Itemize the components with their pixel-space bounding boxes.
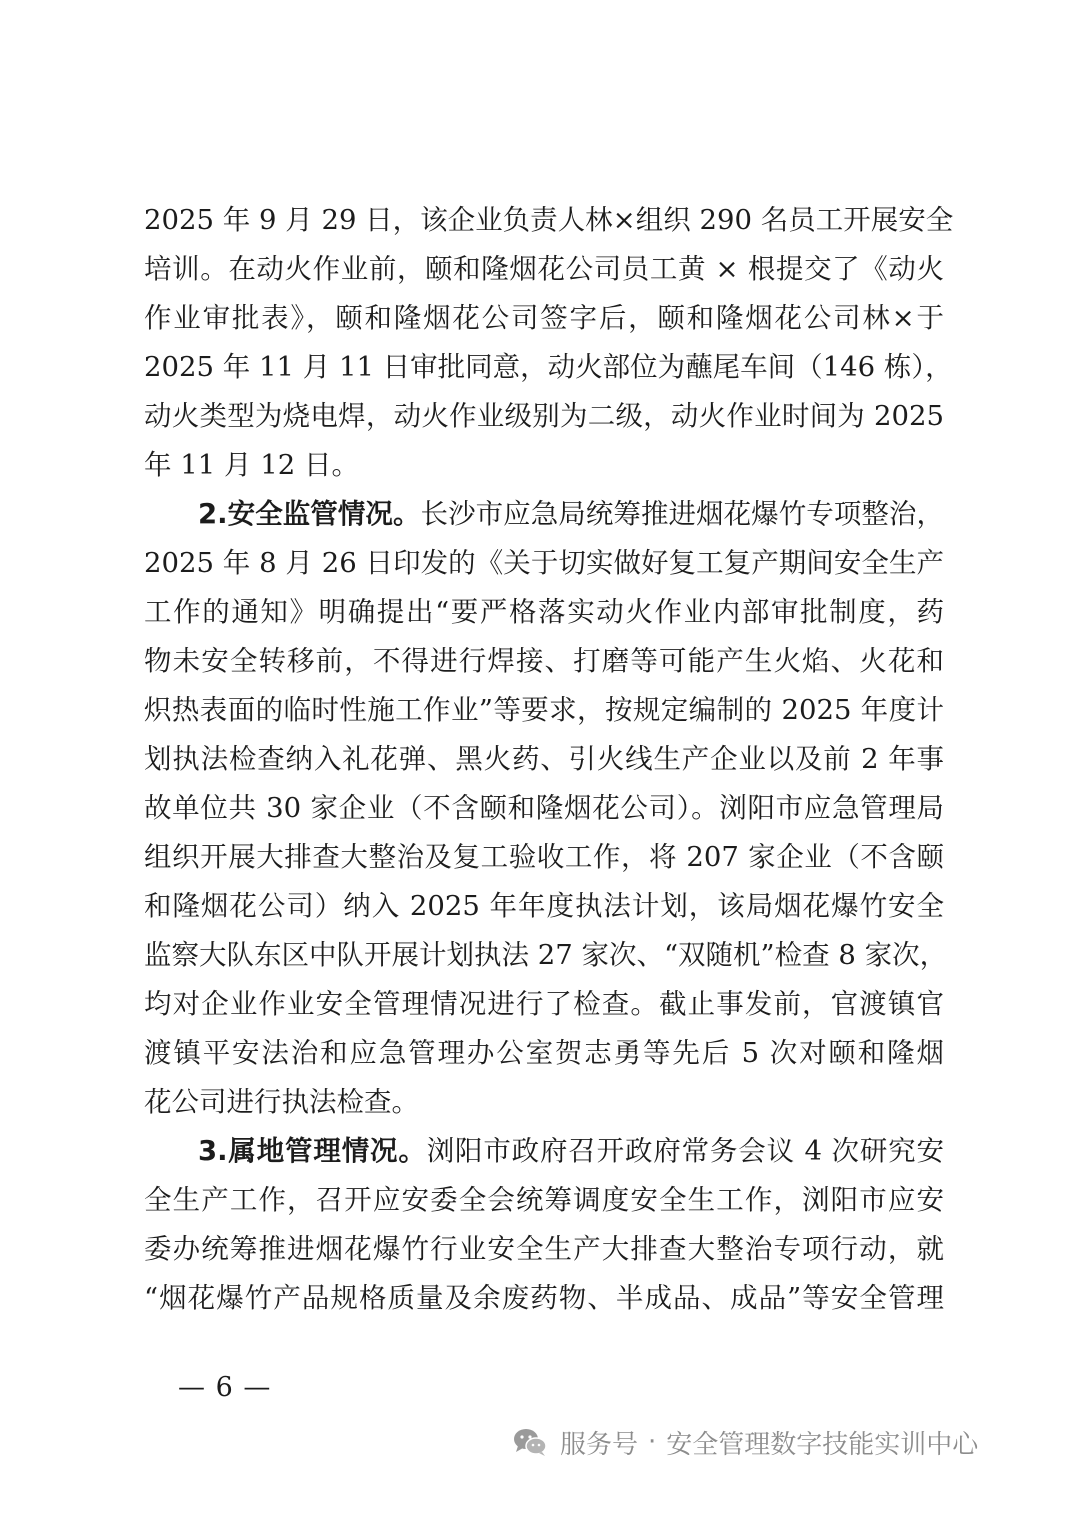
text-line: 故单位共 30 家企业（不含颐和隆烟花公司）。浏阳市应急管理局 — [144, 792, 944, 824]
text-line: 花公司进行执法检查。 — [144, 1086, 419, 1118]
text-line: “烟花爆竹产品规格质量及余废药物、半成品、成品”等安全管理 — [144, 1282, 944, 1314]
service-account-watermark — [512, 1422, 978, 1462]
text-line: 动火类型为烧电焊，动火作业级别为二级，动火作业时间为 2025 — [144, 400, 944, 432]
text-line: 组织开展大排查大整治及复工验收工作，将 207 家企业（不含颐 — [144, 841, 944, 873]
watermark-account-name: 安全管理数字技能实训中心 — [666, 1429, 979, 1460]
document-body — [144, 196, 954, 1323]
section-3-first-line — [144, 1127, 944, 1176]
text-line: 监察大队东区中队开展计划执法 27 家次、“双随机”检查 8 家次， — [144, 939, 948, 971]
wechat-icon — [512, 1427, 548, 1457]
section-2-heading: 2.安全监管情况。 — [198, 498, 421, 530]
text-line: 委办统筹推进烟花爆竹行业安全生产大排查大整治专项行动，就 — [144, 1233, 944, 1265]
section-3-heading: 3.属地管理情况。 — [198, 1135, 427, 1167]
text-line: 年 11 月 12 日。 — [144, 449, 359, 481]
text-line: 2025 年 8 月 26 日印发的《关于切实做好复工复产期间安全生产 — [144, 547, 944, 579]
watermark-separator: · — [648, 1427, 657, 1457]
text-line: 和隆烟花公司）纳入 2025 年年度执法计划，该局烟花爆竹安全 — [144, 890, 944, 922]
text-line: 划执法检查纳入礼花弹、黑火药、引火线生产企业以及前 2 年事 — [144, 743, 944, 775]
text-line: 工作的通知》明确提出“要严格落实动火作业内部审批制度，药 — [144, 596, 944, 628]
section-3-first-line-text: 浏阳市政府召开政府常务会议 4 次研究安 — [426, 1135, 944, 1167]
section-2-first-line-text: 长沙市应急局统筹推进烟花爆竹专项整治， — [420, 498, 944, 530]
watermark-label: 服务号 — [560, 1429, 639, 1460]
text-line: 全生产工作，召开应安委全会统筹调度安全生工作，浏阳市应安 — [144, 1184, 944, 1216]
text-line: 均对企业作业安全管理情况进行了检查。截止事发前，官渡镇官 — [144, 988, 944, 1020]
text-line: 渡镇平安法治和应急管理办公室贺志勇等先后 5 次对颐和隆烟 — [144, 1037, 944, 1069]
text-line: 物未安全转移前，不得进行焊接、打磨等可能产生火焰、火花和 — [144, 645, 944, 677]
page-number: — 6 — — [178, 1372, 272, 1403]
section-2-first-line — [144, 490, 944, 539]
text-line: 2025 年 9 月 29 日，该企业负责人林×组织 290 名员工开展安全 — [144, 204, 954, 236]
text-line: 培训。在动火作业前，颐和隆烟花公司员工黄 × 根提交了《动火 — [144, 253, 944, 285]
text-line: 作业审批表》，颐和隆烟花公司签字后，颐和隆烟花公司林×于 — [144, 302, 944, 334]
text-line: 2025 年 11 月 11 日审批同意，动火部位为蘸尾车间（146 栋）， — [144, 351, 953, 383]
text-line: 炽热表面的临时性施工作业”等要求，按规定编制的 2025 年度计 — [144, 694, 944, 726]
